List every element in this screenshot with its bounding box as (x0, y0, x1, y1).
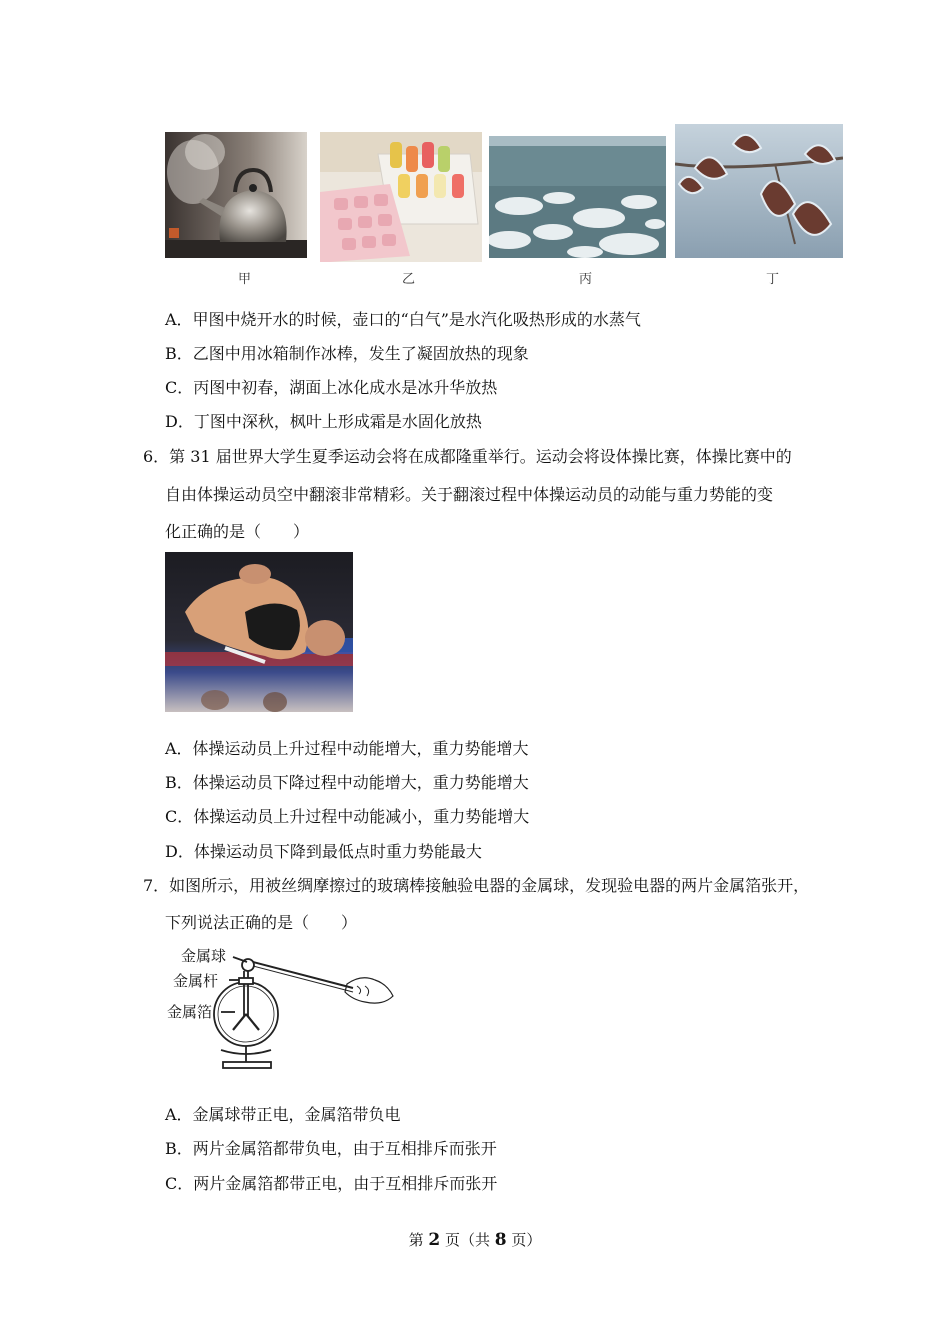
melting-ice-lake-image (489, 136, 666, 258)
q6-stem-line-2: 自由体操运动员空中翻滚非常精彩。关于翻滚过程中体操运动员的动能与重力势能的变 (165, 485, 774, 504)
q6-stem-line-1: 6．第 31 届世界大学生夏季运动会将在成都隆重举行。运动会将设体操比赛，体操比赛中的 (143, 447, 792, 466)
footer-suffix: 页） (506, 1231, 542, 1249)
footer-page-number: 2 (428, 1230, 441, 1250)
q7-stem-line-1: 7．如图所示，用被丝绸摩擦过的玻璃棒接触验电器的金属球，发现验电器的两片金属箔张开， (143, 876, 810, 895)
q6-option-c: C．体操运动员上升过程中动能减小，重力势能增大 (165, 807, 530, 826)
q6-stem-line-3: 化正确的是（ ） (165, 522, 310, 541)
q6-option-d: D．体操运动员下降到最低点时重力势能最大 (165, 842, 482, 861)
q5-option-b: B．乙图中用冰箱制作冰棒，发生了凝固放热的现象 (165, 344, 529, 363)
caption-ding: 丁 (766, 272, 780, 287)
q5-option-d: D．丁图中深秋，枫叶上形成霜是水固化放热 (165, 412, 482, 431)
electroscope-diagram (165, 940, 400, 1072)
caption-bing: 丙 (579, 272, 593, 287)
footer-middle: 页（共 (440, 1231, 495, 1249)
q6-option-a: A．体操运动员上升过程中动能增大，重力势能增大 (165, 739, 529, 758)
caption-yi: 乙 (402, 272, 416, 287)
q5-option-c: C．丙图中初春，湖面上冰化成水是冰升华放热 (165, 378, 498, 397)
q5-option-a: A．甲图中烧开水的时候，壶口的“白气”是水汽化吸热形成的水蒸气 (165, 310, 641, 329)
page-footer (0, 1229, 950, 1250)
popsicle-image (320, 132, 482, 262)
caption-jia: 甲 (238, 272, 252, 287)
footer-total-pages: 8 (494, 1230, 507, 1250)
q6-option-b: B．体操运动员下降过程中动能增大，重力势能增大 (165, 773, 529, 792)
frosted-leaves-image (675, 124, 843, 258)
q7-option-b: B．两片金属箔都带负电，由于互相排斥而张开 (165, 1139, 497, 1158)
footer-prefix: 第 (408, 1231, 429, 1249)
label-metal-foil: 金属箔 (167, 1003, 213, 1021)
q7-stem-line-2: 下列说法正确的是（ ） (165, 913, 358, 932)
label-metal-ball: 金属球 (181, 947, 227, 965)
kettle-image (165, 132, 307, 258)
q7-option-a: A．金属球带正电，金属箔带负电 (165, 1105, 401, 1124)
label-metal-rod: 金属杆 (173, 972, 219, 990)
gymnast-image (165, 552, 353, 712)
q7-option-c: C．两片金属箔都带正电，由于互相排斥而张开 (165, 1174, 498, 1193)
